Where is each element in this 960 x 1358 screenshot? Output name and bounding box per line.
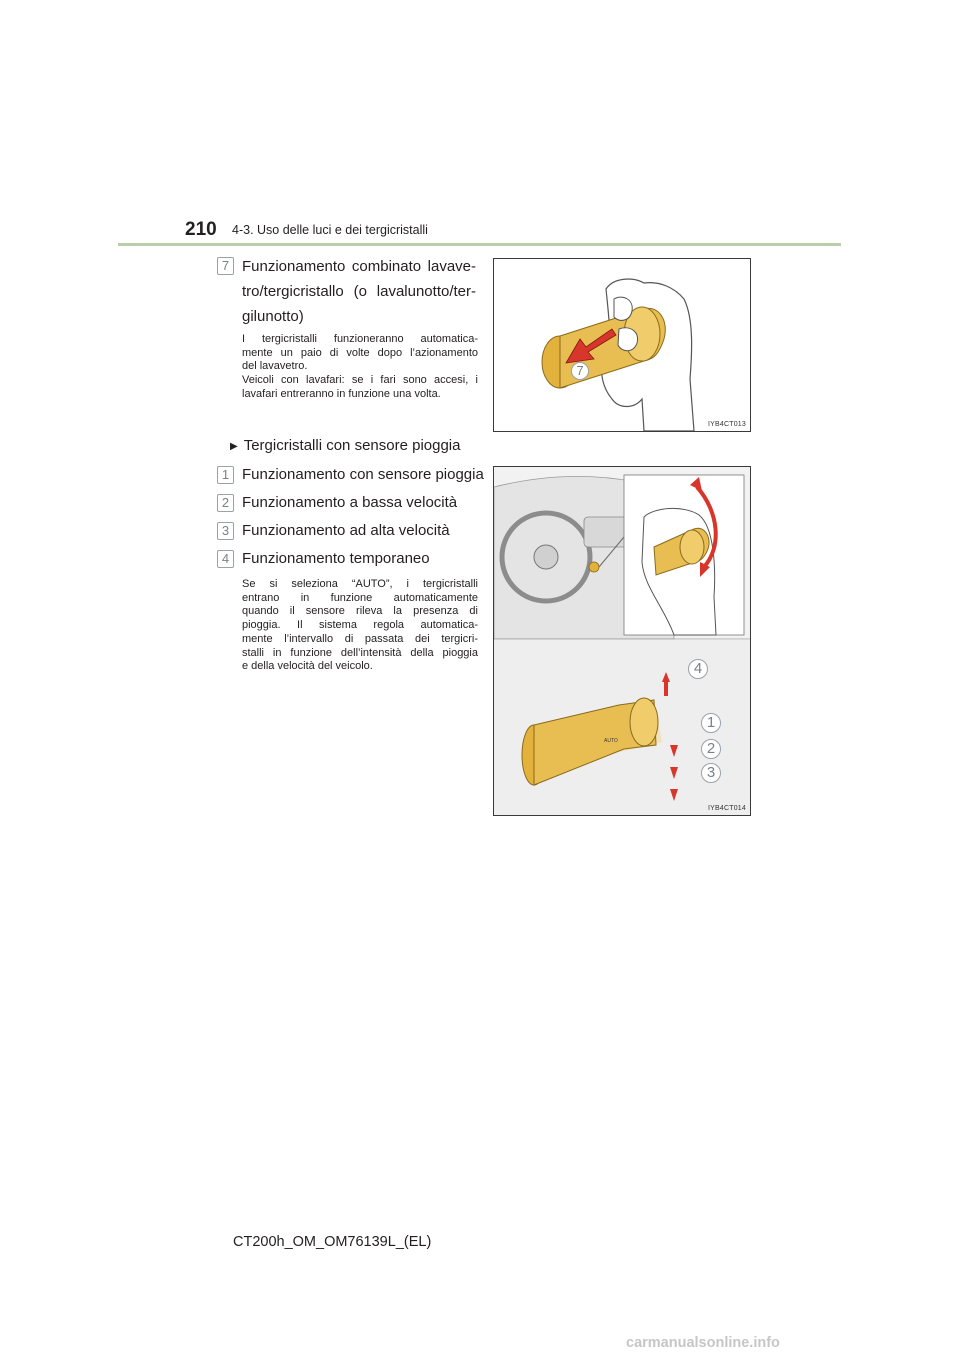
note-line: mente l’intervallo di passata dei tergicri- xyxy=(242,632,478,645)
item-label-2: Funzionamento a bassa velocità xyxy=(242,494,458,511)
subsection-title: Tergicristalli con sensore pioggia xyxy=(243,437,461,454)
subsection-heading xyxy=(230,437,460,454)
item-number-4: 4 xyxy=(217,550,234,568)
note-line: quando il sensore rileva la presenza di xyxy=(242,605,478,618)
figure-callout-1: 1 xyxy=(701,713,721,733)
note-line: pioggia. Il sistema regola automatica- xyxy=(242,619,478,632)
note-line: I tergicristalli funzioneranno automatica- xyxy=(242,333,478,345)
figure-callout-3: 3 xyxy=(701,763,721,783)
figure-callout-4: 4 xyxy=(688,659,708,679)
item-label-4: Funzionamento temporaneo xyxy=(242,550,430,567)
bullet-triangle-icon: ▶ xyxy=(230,441,238,452)
note-line: mente un paio di volte dopo l’azionamento xyxy=(242,346,478,359)
note-line: stalli in funzione dell’intensità della pioggia xyxy=(242,646,478,659)
note-line: Veicoli con lavafari: se i fari sono accesi, i xyxy=(242,374,478,387)
step-7-title-line: Funzionamento combinato lavave- xyxy=(242,258,476,275)
figure-callout-7: 7 xyxy=(571,362,589,380)
note-line: lavafari entreranno in funzione una volta. xyxy=(242,387,441,400)
figure-code: IYB4CT014 xyxy=(708,805,746,812)
auto-note xyxy=(242,578,478,674)
item-label-3: Funzionamento ad alta velocità xyxy=(242,522,450,539)
figure-washer-operation xyxy=(493,258,751,432)
note-line: entrano in funzione automaticamente xyxy=(242,591,478,604)
figure-rain-sensor-wiper xyxy=(493,466,751,816)
step-7-note xyxy=(242,333,478,402)
page-number: 210 xyxy=(185,219,217,240)
step-7-title xyxy=(242,254,476,329)
step-number-7: 7 xyxy=(217,257,234,275)
note-line: e della velocità del veicolo. xyxy=(242,660,373,673)
watermark: carmanualsonline.info xyxy=(626,1335,780,1351)
note-line: Se si seleziona “AUTO”, i tergicristalli xyxy=(242,578,478,590)
hand-lever-illustration xyxy=(494,259,750,431)
item-number-2: 2 xyxy=(217,494,234,512)
header-rule xyxy=(118,243,841,246)
item-number-3: 3 xyxy=(217,522,234,540)
step-7-title-line: tro/tergicristallo (o lavalunotto/ter- xyxy=(242,283,476,300)
note-line: del lavavetro. xyxy=(242,360,308,373)
lever-auto-label: AUTO xyxy=(604,738,618,744)
step-7-title-line: gilunotto) xyxy=(242,308,304,325)
figure-callout-2: 2 xyxy=(701,739,721,759)
item-number-1: 1 xyxy=(217,466,234,484)
figure-code: IYB4CT013 xyxy=(708,421,746,428)
footer-document-code: CT200h_OM_OM76139L_(EL) xyxy=(233,1234,432,1250)
item-label-1: Funzionamento con sensore pioggia xyxy=(242,466,484,483)
section-title: 4-3. Uso delle luci e dei tergicristalli xyxy=(232,223,428,237)
